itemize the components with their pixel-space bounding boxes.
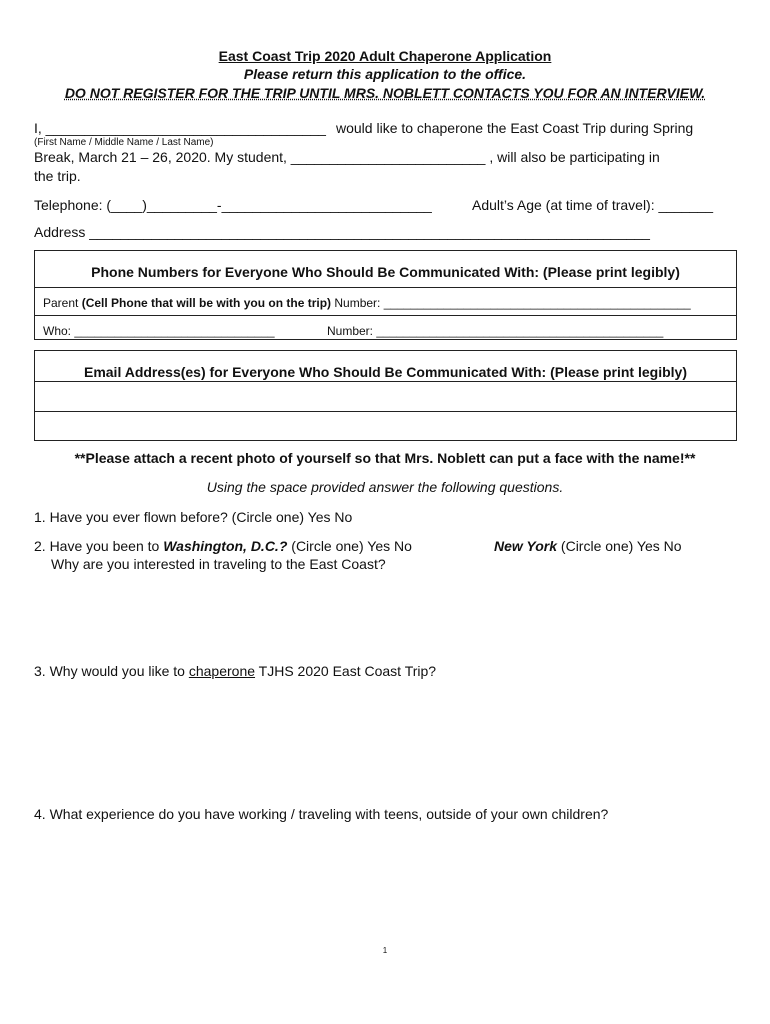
address-field[interactable]: Address ________________________________________________________________________ — [34, 224, 650, 240]
question-1[interactable]: 1. Have you ever flown before? (Circle one) Yes No — [34, 509, 353, 525]
q2-prefix: 2. Have you been to — [34, 538, 160, 554]
q3-chaperone: chaperone — [188, 663, 256, 679]
q2-newyork: New York — [494, 538, 558, 554]
q3-prefix: 3. Why would you like to — [34, 663, 185, 679]
parent-label: Parent — [43, 296, 79, 310]
question-2[interactable] — [34, 538, 412, 554]
answer-area-2[interactable] — [34, 578, 734, 658]
age-field[interactable]: Adult’s Age (at time of travel): _______ — [472, 197, 713, 213]
email-row-2[interactable] — [35, 412, 736, 440]
email-row-1[interactable] — [35, 382, 736, 410]
telephone-field[interactable]: Telephone: (____)_________-___________________________ — [34, 197, 432, 213]
form-title: East Coast Trip 2020 Adult Chaperone Application — [218, 48, 552, 64]
name-line[interactable]: I, ____________________________________ — [34, 120, 326, 136]
email-addresses-box — [34, 350, 737, 441]
who-field[interactable]: Who: ______________________________ — [43, 324, 275, 338]
q2-circle-newyork[interactable]: (Circle one) Yes No — [560, 538, 682, 554]
chaperone-statement: would like to chaperone the East Coast Trip during Spring — [336, 120, 694, 136]
q2-circle-washington[interactable]: (Circle one) Yes No — [291, 538, 412, 554]
name-hint: (First Name / Middle Name / Last Name) — [34, 137, 214, 148]
student-line[interactable]: Break, March 21 – 26, 2020. My student, _________________________ , will also be participating in — [34, 149, 660, 165]
parent-note: (Cell Phone that will be with you on the trip) — [81, 296, 332, 310]
instructions: Using the space provided answer the following questions. — [206, 479, 564, 495]
student-line-end: the trip. — [34, 168, 81, 184]
parent-phone-row[interactable] — [43, 296, 691, 310]
q3-suffix: TJHS 2020 East Coast Trip? — [258, 663, 437, 679]
answer-area-4[interactable] — [34, 828, 734, 938]
q2-washington: Washington, D.C.? — [163, 538, 288, 554]
question-4: 4. What experience do you have working / traveling with teens, outside of your own children? — [34, 806, 609, 822]
photo-note: **Please attach a recent photo of yourself so that Mrs. Noblett can put a face with the name!** — [74, 450, 696, 466]
question-2-newyork[interactable] — [494, 538, 682, 554]
email-box-heading: Email Address(es) for Everyone Who Should Be Communicated With: (Please print legibly) — [83, 364, 687, 380]
question-2-followup: Why are you interested in traveling to the East Coast? — [51, 556, 386, 572]
parent-number-field[interactable]: Number: ______________________________________________ — [334, 296, 691, 310]
form-subtitle: Please return this application to the office. — [243, 66, 527, 82]
page-number: 1 — [382, 946, 388, 955]
answer-area-3[interactable] — [34, 685, 734, 795]
who-number-field[interactable]: Number: ___________________________________________ — [327, 324, 664, 338]
phone-numbers-box — [34, 250, 737, 340]
phone-box-heading: Phone Numbers for Everyone Who Should Be Communicated With: (Please print legibly) — [91, 264, 680, 280]
registration-warning: DO NOT REGISTER FOR THE TRIP UNTIL MRS. NOBLETT CONTACTS YOU FOR AN INTERVIEW. — [64, 85, 706, 101]
question-3 — [34, 663, 436, 679]
